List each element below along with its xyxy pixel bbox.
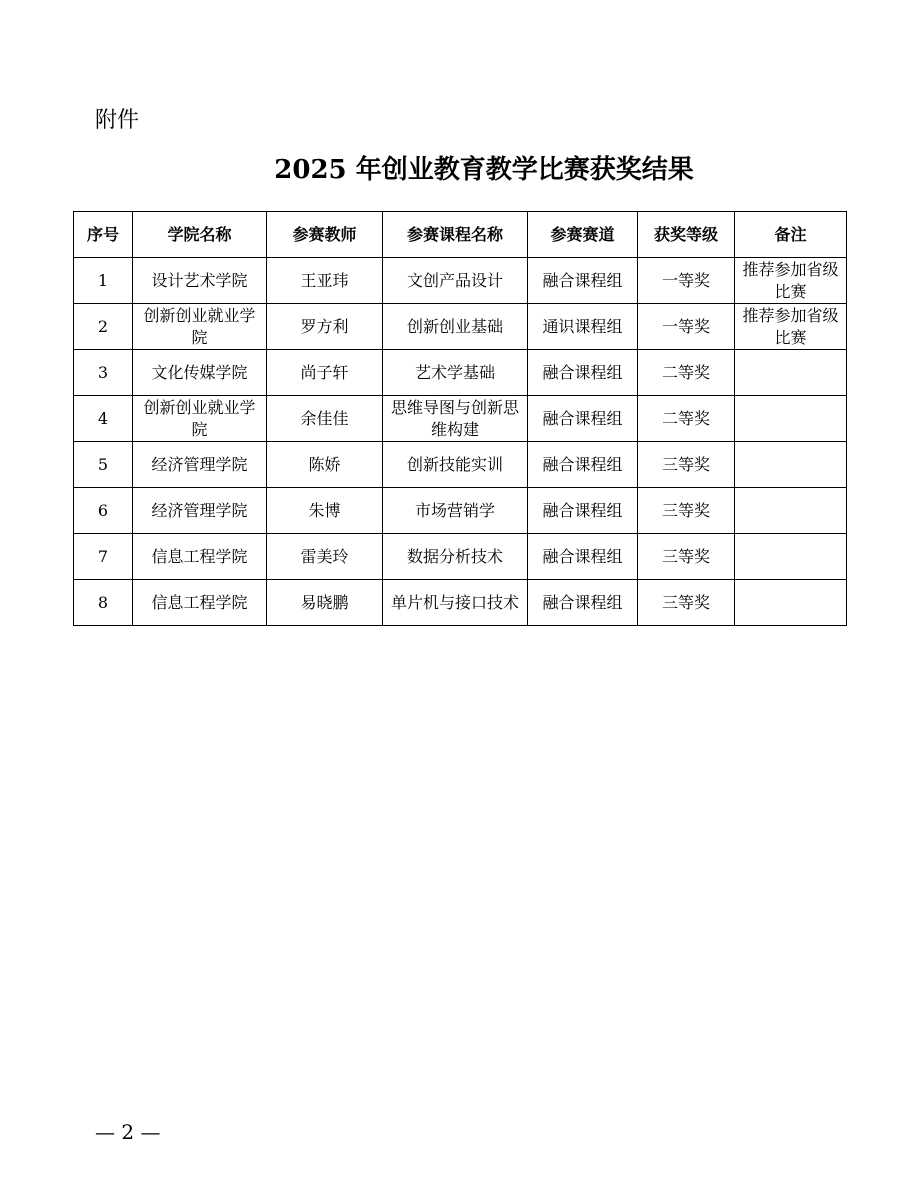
cell-notes <box>735 442 847 488</box>
attachment-label: 附件 <box>95 108 140 133</box>
cell-college: 信息工程学院 <box>133 534 267 580</box>
cell-teacher: 罗方利 <box>267 304 383 350</box>
cell-course: 单片机与接口技术 <box>383 580 528 626</box>
header-course: 参赛课程名称 <box>383 212 528 258</box>
table-header-row <box>74 212 847 258</box>
cell-course: 创新技能实训 <box>383 442 528 488</box>
header-index: 序号 <box>74 212 133 258</box>
cell-course: 思维导图与创新思维构建 <box>383 396 528 442</box>
cell-teacher: 余佳佳 <box>267 396 383 442</box>
cell-index: 2 <box>74 304 133 350</box>
header-notes: 备注 <box>735 212 847 258</box>
cell-notes: 推荐参加省级比赛 <box>735 258 847 304</box>
page-number: — 2 — <box>95 1120 161 1144</box>
table-row <box>74 488 847 534</box>
table-row <box>74 442 847 488</box>
cell-award: 三等奖 <box>638 488 735 534</box>
table-row <box>74 258 847 304</box>
cell-college: 经济管理学院 <box>133 488 267 534</box>
cell-college: 创新创业就业学院 <box>133 304 267 350</box>
cell-index: 6 <box>74 488 133 534</box>
header-teacher: 参赛教师 <box>267 212 383 258</box>
cell-notes <box>735 350 847 396</box>
page-title: 2025 年创业教育教学比赛获奖结果 <box>274 155 694 185</box>
cell-index: 1 <box>74 258 133 304</box>
table-row <box>74 534 847 580</box>
cell-college: 经济管理学院 <box>133 442 267 488</box>
cell-track: 融合课程组 <box>528 442 638 488</box>
awards-table <box>73 211 847 626</box>
cell-award: 二等奖 <box>638 350 735 396</box>
cell-track: 通识课程组 <box>528 304 638 350</box>
header-track: 参赛赛道 <box>528 212 638 258</box>
cell-award: 二等奖 <box>638 396 735 442</box>
cell-index: 8 <box>74 580 133 626</box>
cell-track: 融合课程组 <box>528 396 638 442</box>
cell-teacher: 易晓鹏 <box>267 580 383 626</box>
cell-award: 一等奖 <box>638 304 735 350</box>
cell-teacher: 王亚玮 <box>267 258 383 304</box>
cell-track: 融合课程组 <box>528 258 638 304</box>
cell-track: 融合课程组 <box>528 534 638 580</box>
cell-course: 创新创业基础 <box>383 304 528 350</box>
cell-track: 融合课程组 <box>528 488 638 534</box>
cell-notes: 推荐参加省级比赛 <box>735 304 847 350</box>
cell-college: 设计艺术学院 <box>133 258 267 304</box>
table-row <box>74 304 847 350</box>
table-row <box>74 350 847 396</box>
cell-course: 艺术学基础 <box>383 350 528 396</box>
cell-notes <box>735 534 847 580</box>
cell-award: 三等奖 <box>638 534 735 580</box>
cell-notes <box>735 396 847 442</box>
cell-course: 数据分析技术 <box>383 534 528 580</box>
cell-award: 三等奖 <box>638 580 735 626</box>
cell-index: 7 <box>74 534 133 580</box>
header-college: 学院名称 <box>133 212 267 258</box>
cell-teacher: 雷美玲 <box>267 534 383 580</box>
cell-track: 融合课程组 <box>528 580 638 626</box>
cell-college: 文化传媒学院 <box>133 350 267 396</box>
cell-teacher: 尚子轩 <box>267 350 383 396</box>
cell-notes <box>735 580 847 626</box>
cell-track: 融合课程组 <box>528 350 638 396</box>
cell-teacher: 陈娇 <box>267 442 383 488</box>
cell-course: 市场营销学 <box>383 488 528 534</box>
table-row <box>74 396 847 442</box>
cell-college: 信息工程学院 <box>133 580 267 626</box>
cell-index: 4 <box>74 396 133 442</box>
header-award: 获奖等级 <box>638 212 735 258</box>
cell-index: 3 <box>74 350 133 396</box>
cell-award: 一等奖 <box>638 258 735 304</box>
cell-course: 文创产品设计 <box>383 258 528 304</box>
cell-teacher: 朱博 <box>267 488 383 534</box>
cell-award: 三等奖 <box>638 442 735 488</box>
cell-notes <box>735 488 847 534</box>
table-row <box>74 580 847 626</box>
cell-college: 创新创业就业学院 <box>133 396 267 442</box>
cell-index: 5 <box>74 442 133 488</box>
